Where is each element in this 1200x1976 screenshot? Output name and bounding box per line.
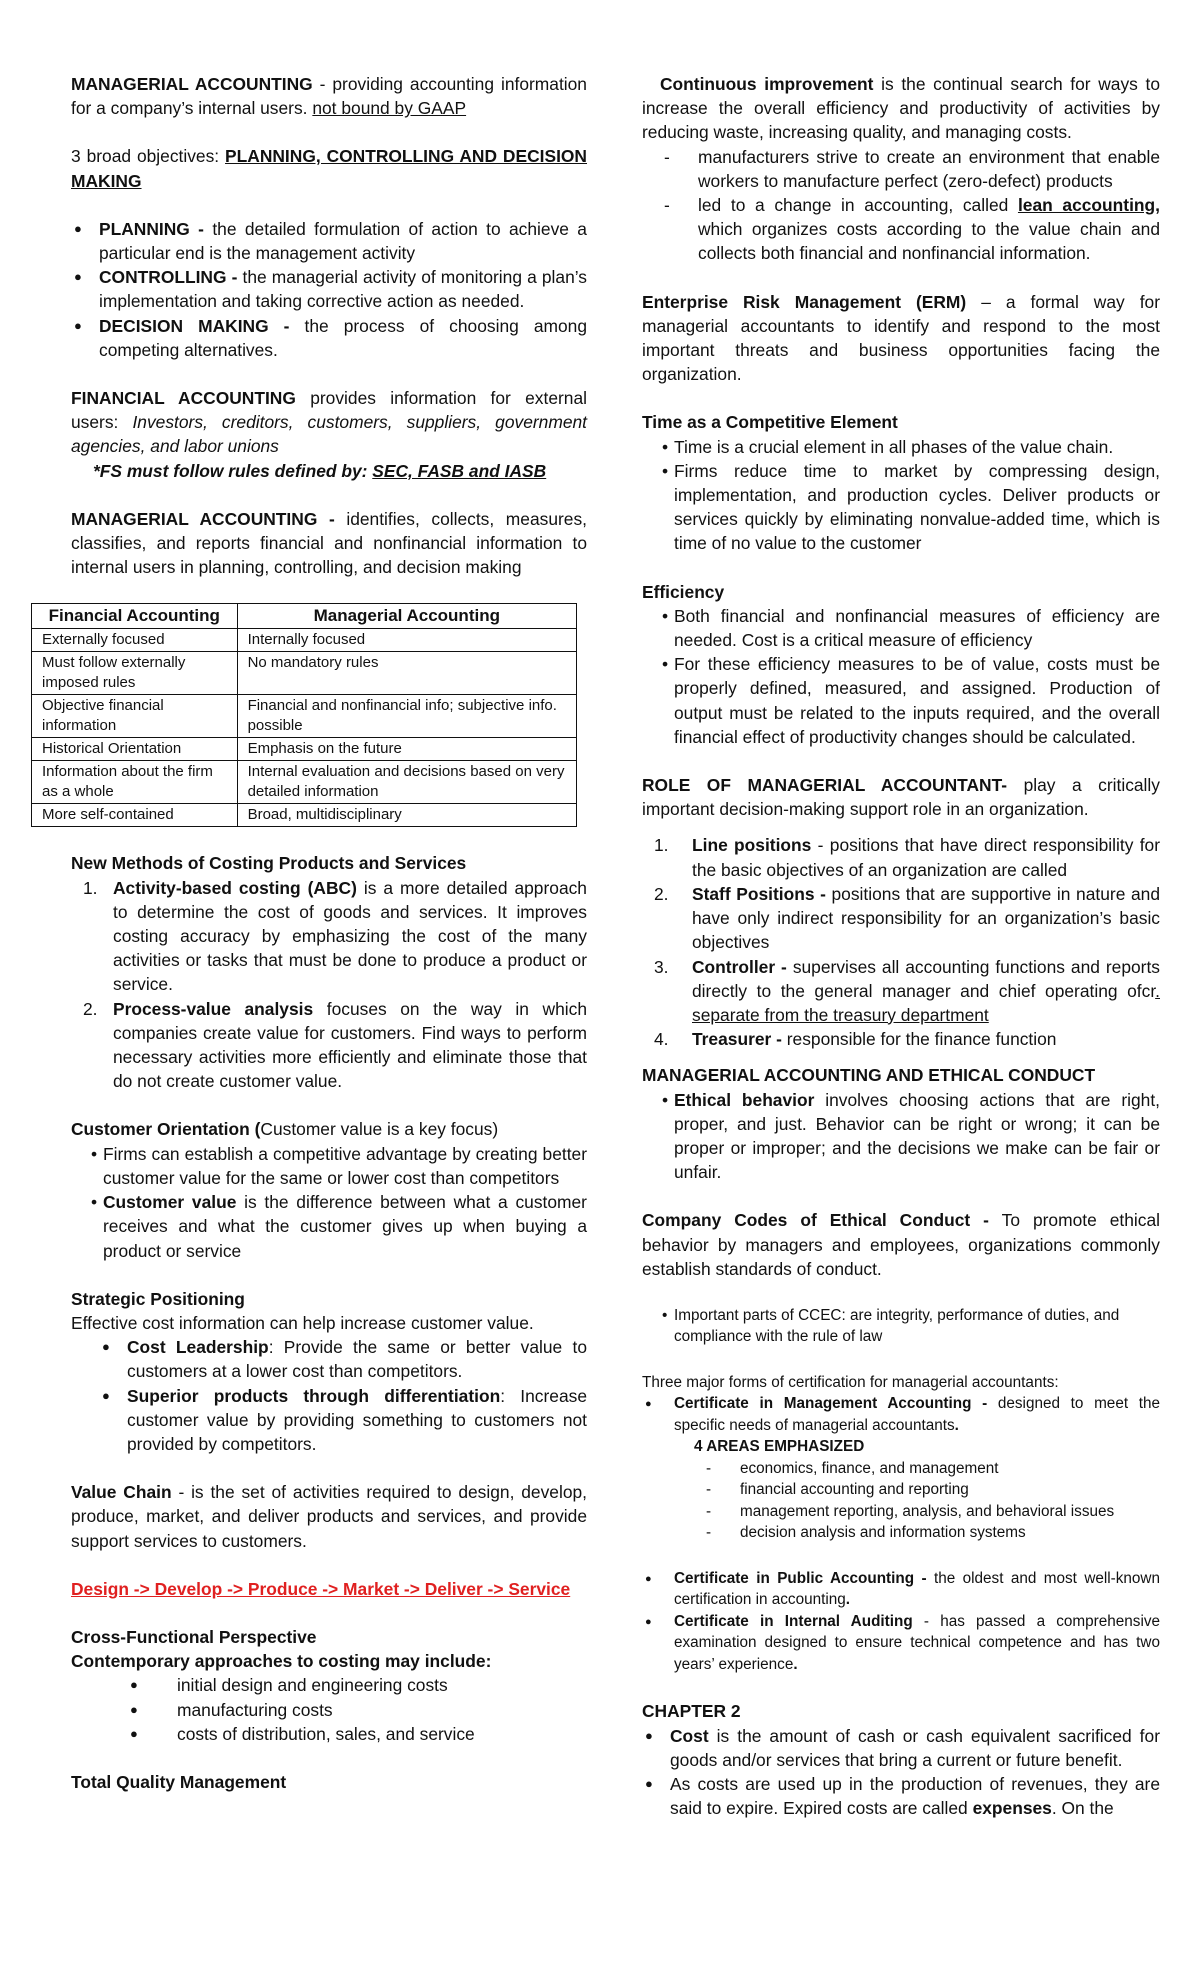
section-title: 4 AREAS EMPHASIZED [694,1438,865,1456]
item-text: manufacturers strive to create an environment that enable workers to manufacture perfect (zero-defect) products [698,146,1160,191]
efficiency-list [642,604,1160,749]
item-text: involves choosing actions that are right, proper, and just. Behavior can be right or wrong; it can be proper or improper; and the decisions we make can be fair or unfair. [674,1089,1160,1183]
definition: – a formal way for managerial accountants to identify and respond to the most important threats and business opportunities facing the organization. [642,291,1160,385]
certifications-list-2 [642,1568,1160,1676]
item-term: Process-value analysis [113,998,314,1019]
customer-list [71,1142,587,1263]
table-cell: Internally focused [237,629,576,652]
list-item [642,882,1160,955]
erm-def [642,290,1160,387]
item-term: PLANNING - [99,218,204,239]
list-item [642,1568,1160,1611]
item-term: Line positions [692,835,812,856]
item-text: For these efficiency measures to be of value, costs must be properly defined, measured, and assigned. Production of output must be related to the inputs required, and the overall financial effect of productivity changes should be calculated. [674,654,1160,747]
fs-rules [71,459,587,483]
table-cell: Historical Orientation [32,738,238,761]
term: Continuous improvement [660,74,874,94]
item-term: Cost Leadership [127,1337,269,1358]
item-text: - positions that have direct responsibility for the basic objectives of an organization are called [692,835,1160,880]
definition: - providing accounting information for a company’s internal users. [71,74,587,119]
efficiency-title [642,580,1160,604]
new-methods-title [71,851,587,875]
table-row [32,738,577,761]
treasury-note: . separate from the treasury department [692,980,1160,1025]
areas-list [642,1458,1160,1544]
table-row [32,695,577,738]
managerial-accounting-intro [71,72,587,120]
certifications-list [642,1393,1160,1436]
right-column [642,72,1160,1820]
external-users: Investors, creditors, customers, suppliers, government agencies, and labor unions [71,412,587,457]
term: MANAGERIAL ACCOUNTING [71,74,313,94]
role-def [642,773,1160,821]
item-text: management reporting, analysis, and behavioral issues [740,1502,1115,1520]
table-cell: No mandatory rules [237,652,576,695]
term: Enterprise Risk Management (ERM) [642,291,967,312]
cross-functional-list [71,1673,587,1746]
section-subtitle: Customer value is a key focus) [260,1119,499,1140]
item-text: financial accounting and reporting [740,1481,969,1499]
gaap-note: not bound by GAAP [312,98,467,119]
item-text: responsible for the finance function [786,1029,1057,1050]
objectives-heading [71,144,587,192]
strategic-title [71,1287,587,1311]
item-term: Activity-based costing (ABC) [113,877,357,898]
term: Value Chain [71,1482,172,1503]
item-text: Firms reduce time to market by compressing design, implementation, and production cycles. Deliver products or services quickly by eliminating nonvalue-added time, which is time of no value to the customer [674,460,1160,554]
definition: identifies, collects, measures, classifies, and reports financial and nonfinancial information to internal users in planning, controlling, and decision making [71,508,587,578]
codes-def [642,1208,1160,1281]
item-term: Certificate in Internal Auditing [674,1612,913,1630]
item-end: . [793,1655,798,1673]
item-number: 2. [654,883,669,904]
list-item [71,265,587,313]
list-item [71,876,587,997]
item-text: : Provide the same or better value to customers at a lower cost than competitors. [127,1337,587,1382]
item-text: led to a change in accounting, called [698,195,1009,216]
item-term: Customer value [103,1192,237,1213]
strategic-list [71,1335,587,1456]
section-title: Strategic Positioning [71,1288,245,1309]
column-header: Managerial Accounting [237,604,576,629]
item-term: Superior products through differentiation [127,1385,501,1406]
item-text: designed to meet the specific needs of managerial accountants [674,1395,1161,1434]
item-text-after: . On the [1051,1798,1114,1819]
section-title: Cross-Functional Perspective [71,1626,317,1647]
list-item [684,1479,1160,1501]
list-item [642,435,1160,459]
continuous-improvement [642,72,1160,145]
cross-functional-subtitle [71,1649,587,1673]
list-item [642,1027,1160,1051]
list-item [127,1722,587,1746]
item-text: is the difference between what a customer receives and what the customer gives up when buying a product or service [103,1192,587,1261]
customer-orientation-title [71,1117,587,1141]
ethics-list [642,1088,1160,1185]
ethics-title [642,1063,1160,1087]
fs-lead: *FS must follow rules defined by: [93,460,368,481]
value-chain-flow: Design -> Develop -> Produce -> Market -> Deliver -> Service [71,1578,571,1599]
item-number: 3. [654,956,669,977]
fs-bodies: SEC, FASB and IASB [372,460,547,481]
item-text: Important parts of CCEC: are integrity, performance of duties, and compliance with the rule of law [674,1306,1120,1346]
table-cell: Externally focused [32,629,238,652]
list-item [642,955,1160,1028]
item-end: . [954,1416,959,1434]
list-item [684,1458,1160,1480]
item-term: Treasurer - [692,1029,782,1050]
item-text: the detailed formulation of action to achieve a particular end is the management activity [99,218,587,264]
managerial-accounting-def [71,507,587,580]
list-item [71,1190,587,1263]
value-chain-def [71,1480,587,1553]
list-item [684,1501,1160,1523]
tqm-title [71,1770,587,1794]
continuous-list [642,145,1160,266]
item-text: costs of distribution, sales, and service [177,1723,475,1744]
section-title: Time as a Competitive Element [642,412,898,433]
table-cell: Must follow externally imposed rules [32,652,238,695]
section-title: CHAPTER 2 [642,1701,741,1722]
list-item [642,833,1160,881]
list-item [71,217,587,265]
objectives-title: PLANNING, CONTROLLING AND DECISION MAKING [71,146,587,191]
time-title [642,410,1160,434]
item-term: Certificate in Public Accounting - [674,1569,927,1587]
definition: To promote ethical behavior by managers and employees, organizations commonly establish standards of conduct. [642,1210,1160,1279]
definition: is the continual search for ways to increase the overall efficiency and productivity of activities by reducing waste, increasing quality, and managing costs. [642,74,1160,143]
item-text: manufacturing costs [177,1699,333,1720]
left-column [42,72,587,1794]
cross-functional-title [71,1625,587,1649]
objectives-list [71,217,587,362]
list-item [642,1393,1160,1436]
item-text: focuses on the way in which companies create value for customers. Find ways to perform necessary activities more efficiently and eliminate those that do not create customer value. [113,998,587,1092]
list-item [642,1724,1160,1772]
chapter-2-list [642,1724,1160,1821]
table-cell: Objective financial information [32,695,238,738]
list-item [642,1088,1160,1185]
list-item [684,1522,1160,1544]
item-text: Both financial and nonfinancial measures of efficiency are needed. Cost is a critical measure of efficiency [674,605,1160,651]
definition: provides information for external users: [71,388,587,433]
definition: - is the set of activities required to design, develop, produce, market, and deliver products and services, and provide support services to customers. [71,1482,587,1551]
table-row [32,804,577,827]
item-term: Cost [670,1725,709,1746]
item-text: supervises all accounting functions and reports directly to the general manager and chief operating ofcr [692,956,1160,1001]
item-term: DECISION MAKING - [99,315,290,336]
section-subtitle: Contemporary approaches to costing may include: [71,1651,492,1672]
new-methods-list [71,876,587,1094]
item-text: positions that are supportive in nature and have only indirect responsibility for an organization’s basic objectives [692,883,1160,953]
item-term: Staff Positions - [692,883,826,904]
list-item [99,1384,587,1457]
table-cell: Financial and nonfinancial info; subjective info. possible [237,695,576,738]
item-text: is a more detailed approach to determine the cost of goods and services. It improves costing accuracy by emphasizing the cost of the many activities or tasks that must be done to produce a product or service. [113,877,587,995]
chapter-2-title [642,1699,1160,1723]
section-title: MANAGERIAL ACCOUNTING AND ETHICAL CONDUCT [642,1065,1096,1086]
item-text: As costs are used up in the production of revenues, they are said to expire. Expired costs are called [670,1774,1160,1819]
item-number: 4. [654,1029,669,1050]
list-item [127,1698,587,1722]
item-term: expenses [972,1798,1052,1819]
areas-title [642,1436,1160,1458]
role-list [642,833,1160,1051]
item-text: Time is a crucial element in all phases of the value chain. [674,436,1114,457]
item-number: 1. [83,877,98,898]
table-cell: Internal evaluation and decisions based on very detailed information [237,761,576,804]
table-cell: Broad, multidisciplinary [237,804,576,827]
lean-accounting-term: lean accounting, [1017,195,1160,216]
item-term: CONTROLLING - [99,267,238,288]
item-text: initial design and engineering costs [177,1675,448,1696]
item-text: economics, finance, and management [740,1459,999,1477]
item-text: decision analysis and information systems [740,1524,1026,1542]
list-item [642,145,1160,193]
list-item [642,459,1160,556]
table-cell: Emphasis on the future [237,738,576,761]
list-item [642,1305,1160,1348]
list-item [642,193,1160,266]
table-header-row [32,604,577,629]
table-cell: More self-contained [32,804,238,827]
financial-accounting-def [71,386,587,459]
list-item [71,314,587,362]
list-item [99,1335,587,1383]
term: MANAGERIAL ACCOUNTING - [71,508,335,529]
time-list [642,435,1160,556]
section-title: New Methods of Costing Products and Services [71,853,467,874]
column-header: Financial Accounting [32,604,238,629]
section-title: Total Quality Management [71,1771,287,1792]
list-item [127,1673,587,1697]
table-cell: Information about the firm as a whole [32,761,238,804]
term: ROLE OF MANAGERIAL ACCOUNTANT- [642,775,1008,796]
strategic-lead: Effective cost information can help increase customer value. [71,1312,534,1333]
item-end: . [845,1591,851,1609]
list-item [642,1772,1160,1820]
item-text: the oldest and most well-known certification in accounting [674,1569,1160,1609]
table-row [32,629,577,652]
term: Company Codes of Ethical Conduct - [642,1210,989,1231]
item-text: Firms can establish a competitive advantage by creating better customer value for the same or lower cost than competitors [103,1143,587,1188]
item-term: Controller - [692,956,787,977]
list-item [642,1611,1160,1676]
table-row [32,652,577,695]
section-title: Efficiency [642,581,725,602]
list-item [642,604,1160,652]
item-text: - has passed a comprehensive examination designed to ensure technical competence and has two years’ experience [674,1612,1161,1673]
definition: play a critically important decision-making support role in an organization. [642,775,1160,820]
item-text: the process of choosing among competing alternatives. [99,315,587,360]
item-number: 2. [83,998,98,1019]
item-term: Certificate in Management Accounting - [674,1395,988,1413]
ccec-list [642,1305,1160,1348]
list-item [642,652,1160,749]
item-number: 1. [654,835,669,856]
item-text-after: which organizes costs according to the value chain and collects both financial and nonfinancial information. [698,219,1160,264]
item-text: : Increase customer value by providing something to customers not provided by competitors. [127,1385,587,1454]
table-row [32,761,577,804]
section-title: Customer Orientation ( [71,1119,261,1140]
item-text: the managerial activity of monitoring a plan’s implementation and taking corrective action as needed. [99,267,587,312]
term: FINANCIAL ACCOUNTING [71,388,296,409]
item-term: Ethical behavior [674,1089,815,1110]
certifications-lead: Three major forms of certification for managerial accountants: [642,1373,1059,1391]
objectives-lead: 3 broad objectives: [71,146,220,167]
list-item [71,997,587,1094]
item-text: is the amount of cash or cash equivalent sacrificed for goods and/or services that bring a current or future benefit. [670,1725,1160,1770]
comparison-table [31,603,577,827]
list-item [71,1142,587,1190]
